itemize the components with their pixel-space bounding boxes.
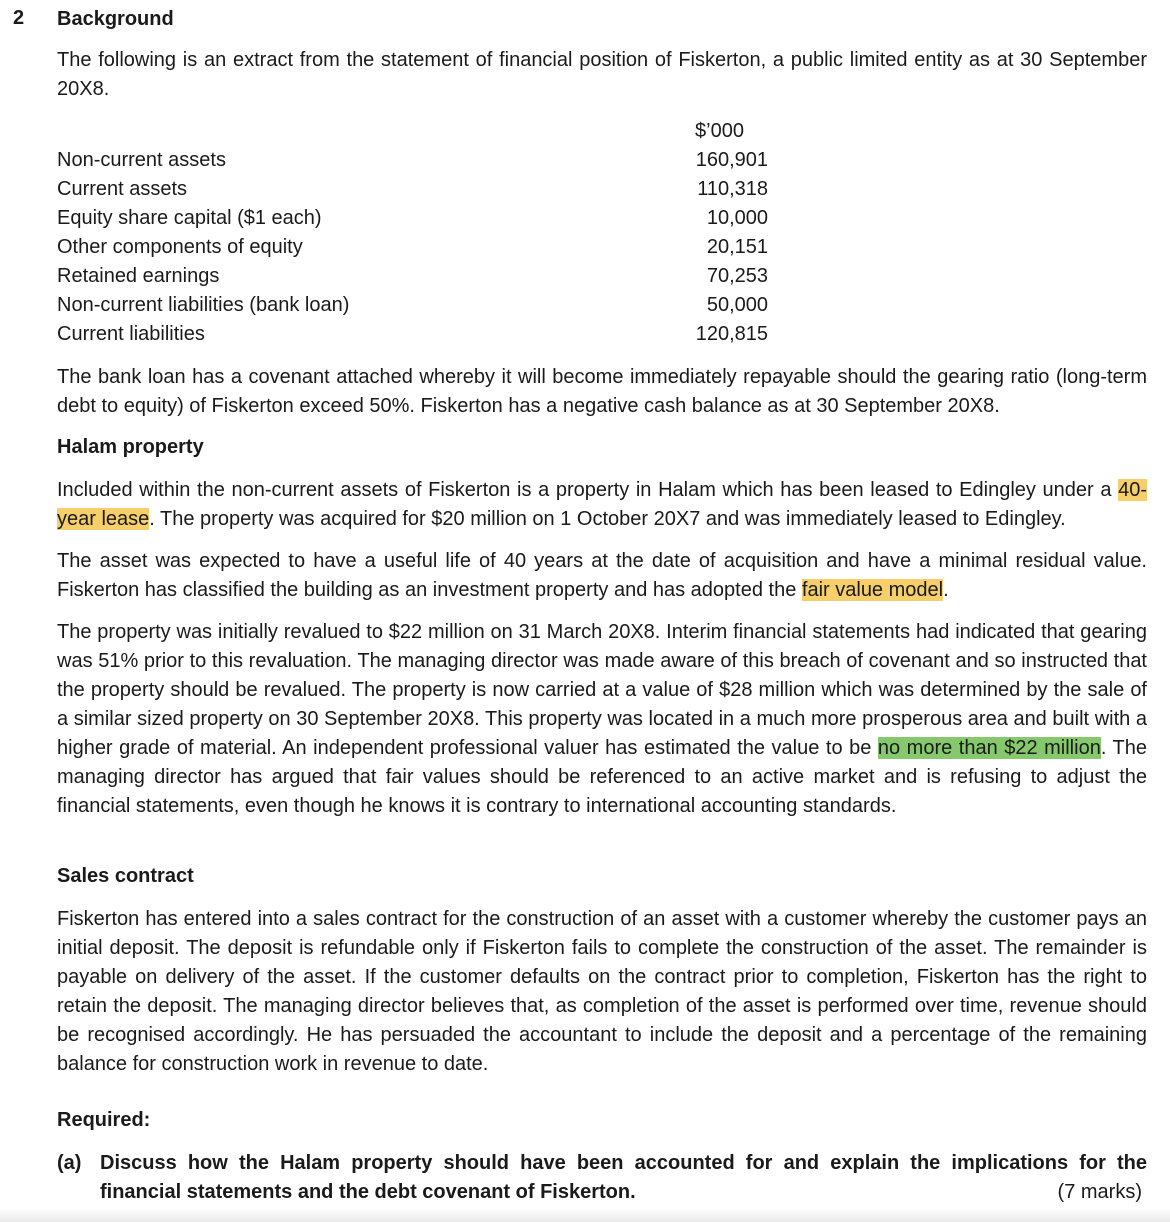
halam-heading: Halam property bbox=[57, 436, 204, 458]
highlight-lease-term: 40-year lease bbox=[57, 479, 1147, 530]
text-run: . The managing director has argued that fair values should be referenced to an active market and is refusing to adjust the financial statements, even though he knows it is contrary to international accounting standards. bbox=[57, 737, 1148, 817]
row-label: Other components of equity bbox=[57, 236, 303, 258]
text-run: Included within the non-current assets of Fiskerton is a property in Halam which has been leased to Edingley under a bbox=[57, 479, 1119, 501]
currency-header: $’000 bbox=[695, 120, 744, 142]
required-heading: Required: bbox=[57, 1109, 151, 1131]
row-value: 110,318 bbox=[697, 178, 768, 200]
question-number: 2 bbox=[13, 7, 25, 29]
marks-label: (7 marks) bbox=[1057, 1181, 1142, 1203]
text-run: The asset was expected to have a useful life of 40 years at the date of acquisition and have a minimal residual value. Fiskerton has classified the building as an investment property and has adopted the bbox=[57, 550, 1147, 601]
table-row bbox=[57, 320, 777, 349]
row-value: 50,000 bbox=[706, 294, 768, 316]
question-part-a bbox=[57, 1149, 1147, 1207]
page-bottom-edge bbox=[0, 1208, 1170, 1222]
sales-contract-paragraph: Fiskerton has entered into a sales contract for the construction of an asset with a customer whereby the customer pays an initial deposit. The deposit is refundable only if Fiskerton fails to complete the construction of the asset. The remainder is payable on delivery of the asset. If the customer defaults on the contract prior to completion, Fiskerton has the right to retain the deposit. The managing director believes that, as completion of the asset is performed over time, revenue should be recognised accordingly. He has persuaded the accountant to include the deposit and a percentage of the remaining balance for construction work in revenue to date. bbox=[57, 908, 1147, 1075]
table-row bbox=[57, 146, 777, 175]
sales-contract-heading: Sales contract bbox=[57, 865, 194, 887]
table-header-row bbox=[57, 117, 777, 146]
row-label: Non-current liabilities (bank loan) bbox=[57, 294, 350, 316]
intro-paragraph: The following is an extract from the statement of financial position of Fiskerton, a public limited entity as at 30 September 20X8. bbox=[57, 49, 1147, 100]
text-run: . The property was acquired for $20 million on 1 October 20X7 and was immediately leased to Edingley. bbox=[149, 508, 1066, 530]
financial-position-table bbox=[57, 117, 777, 349]
text-run: The property was initially revalued to $22 million on 31 March 20X8. Interim financial statements had indicated that gearing was 51% prior to this revaluation. The managing director was made aware of this breach of covenant and so instructed that the property should be revalued. The property is now carried at a value of $28 million which was determined by the sale of a similar sized property on 30 September 20X8. This property was located in a much more prosperous area and built with a higher grade of material. An independent professional valuer has estimated the value to be bbox=[57, 621, 1147, 759]
row-label: Equity share capital ($1 each) bbox=[57, 207, 322, 229]
row-label: Current liabilities bbox=[57, 323, 205, 345]
halam-paragraph-3 bbox=[57, 618, 1147, 821]
table-row bbox=[57, 175, 777, 204]
row-value: 10,000 bbox=[706, 207, 768, 229]
covenant-paragraph: The bank loan has a covenant attached whereby it will become immediately repayable should the gearing ratio (long-term debt to equity) of Fiskerton exceed 50%. Fiskerton has a negative cash balance as at 30 September 20X8. bbox=[57, 366, 1147, 417]
row-label: Non-current assets bbox=[57, 149, 226, 171]
row-value: 160,901 bbox=[695, 149, 768, 171]
table-row bbox=[57, 233, 777, 262]
row-label: Current assets bbox=[57, 178, 188, 200]
background-heading: Background bbox=[57, 8, 174, 30]
table-row bbox=[57, 291, 777, 320]
part-label: (a) bbox=[57, 1152, 82, 1174]
row-value: 20,151 bbox=[706, 236, 768, 258]
halam-paragraph-1 bbox=[57, 476, 1147, 534]
part-text: Discuss how the Halam property should have been accounted for and explain the implications for the financial statements and the debt covenant of Fiskerton. bbox=[100, 1152, 1147, 1203]
highlight-fair-value-model: fair value model bbox=[801, 579, 944, 601]
halam-paragraph-2 bbox=[57, 547, 1147, 605]
table-row bbox=[57, 262, 777, 291]
table-row bbox=[57, 204, 777, 233]
row-value: 70,253 bbox=[706, 265, 768, 287]
highlight-valuation: no more than $22 million bbox=[877, 737, 1101, 759]
row-label: Retained earnings bbox=[57, 265, 220, 287]
text-run: . bbox=[943, 579, 949, 601]
row-value: 120,815 bbox=[695, 323, 768, 345]
